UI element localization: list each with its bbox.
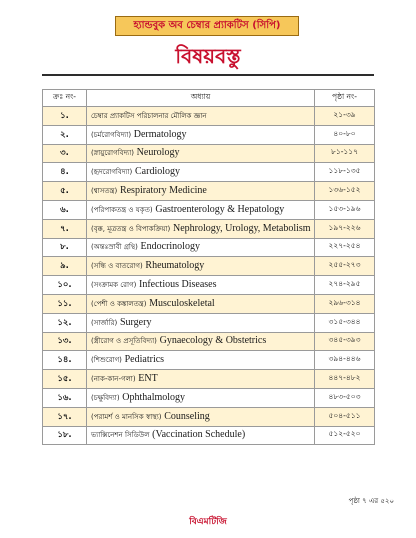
chapter-number: ১৮.: [43, 426, 87, 445]
chapter-title-english: Endocrinology: [140, 241, 200, 253]
table-row: [43, 125, 375, 144]
page-range: ৩৯৪-৪৪৬: [315, 351, 375, 370]
chapter-title[interactable]: [87, 238, 315, 257]
chapter-title-english: Nephrology, Urology, Metabolism: [173, 222, 311, 234]
chapter-title[interactable]: [87, 200, 315, 219]
chapter-title-bengali: (সন্ধি ও বাতরোগ): [91, 262, 143, 271]
table-row: [43, 200, 375, 219]
chapter-number: ৪.: [43, 163, 87, 182]
book-title-banner: [115, 16, 299, 36]
page-range: ৪০-৮০: [315, 125, 375, 144]
page-range: ২৯৬-৩১৪: [315, 294, 375, 313]
chapter-title-bengali: (পরামর্শ ও মানসিক স্বাস্থ্য): [91, 412, 162, 421]
chapter-number: ২.: [43, 125, 87, 144]
page-range: ৫০৪-৫১১: [315, 407, 375, 426]
page-range: ১৩৬-১৫২: [315, 182, 375, 201]
page-range: ৪৪৭-৪৮২: [315, 370, 375, 389]
table-row: [43, 351, 375, 370]
table-row: [43, 257, 375, 276]
chapter-title-bengali: (পরিপাকতন্ত্র ও যকৃত): [91, 205, 153, 214]
table-row: [43, 370, 375, 389]
page-number: পৃষ্ঠা ৭ এর ৫২০: [348, 497, 394, 505]
chapter-number: ১০.: [43, 276, 87, 295]
chapter-number: ৮.: [43, 238, 87, 257]
page-range: ৮১-১১৭: [315, 144, 375, 163]
table-row: [43, 163, 375, 182]
chapter-title-bengali: (নাক-কান-গলা): [91, 375, 136, 384]
page-range: ৩১৫-৩৪৪: [315, 313, 375, 332]
chapter-title-english: Surgery: [119, 316, 152, 328]
contents-table: [42, 89, 375, 445]
table-row: [43, 182, 375, 201]
chapter-title-english: Ophthalmology: [122, 391, 186, 403]
chapter-title-bengali: (শ্বাসতন্ত্র): [91, 187, 118, 196]
chapter-title[interactable]: [87, 276, 315, 295]
chapter-header: অধ্যায়: [87, 90, 315, 107]
page-range: ৪৮৩-৫০৩: [315, 388, 375, 407]
chapter-title-bengali: (শিশুরোগ): [91, 356, 122, 365]
page-header: পৃষ্ঠা নং-: [315, 90, 375, 107]
chapter-number: ১৬.: [43, 388, 87, 407]
chapter-number: ৫.: [43, 182, 87, 201]
chapter-number: ১১.: [43, 294, 87, 313]
table-row: [43, 388, 375, 407]
table-header-row: [43, 90, 375, 107]
table-row: [43, 219, 375, 238]
table-row: [43, 313, 375, 332]
page-range: ১১৮-১৩৫: [315, 163, 375, 182]
chapter-title-english: (Vaccination Schedule): [152, 429, 246, 441]
chapter-title-english: Counseling: [164, 410, 210, 422]
page-range: ৫১২-৫২০: [315, 426, 375, 445]
chapter-title[interactable]: [87, 332, 315, 351]
chapter-title[interactable]: [87, 351, 315, 370]
publisher-name: বিএমটিজি: [189, 517, 227, 527]
chapter-title-bengali: (হৃদরোগবিদ্যা): [91, 168, 133, 177]
chapter-title-bengali: (অন্তঃস্রাবী গ্রন্থি): [91, 243, 138, 252]
chapter-title-english: ENT: [138, 373, 158, 385]
page-range: ১৯৭-২২৬: [315, 219, 375, 238]
chapter-title-english: Neurology: [136, 147, 180, 159]
table-row: [43, 332, 375, 351]
chapter-title-bengali: (চর্মরোগবিদ্যা): [91, 130, 132, 139]
table-row: [43, 407, 375, 426]
chapter-title[interactable]: [87, 313, 315, 332]
chapter-number: ৬.: [43, 200, 87, 219]
page-range: ২২৭-২৫৪: [315, 238, 375, 257]
chapter-title-english: Rheumatology: [145, 260, 205, 272]
chapter-number: ১৩.: [43, 332, 87, 351]
chapter-title[interactable]: [87, 257, 315, 276]
chapter-title-english: Musculoskeletal: [149, 297, 215, 309]
chapter-number: ১.: [43, 107, 87, 126]
chapter-title-bengali: ভ্যাক্সিনেশন সিডিউল: [91, 431, 150, 440]
chapter-title-bengali: (চক্ষুবিদ্যা): [91, 393, 120, 402]
chapter-title[interactable]: [87, 388, 315, 407]
chapter-title-english: Infectious Diseases: [139, 279, 217, 291]
chapter-title-english: Gastroenterology & Hepatology: [155, 203, 285, 215]
chapter-title[interactable]: [87, 370, 315, 389]
chapter-title-english: Cardiology: [135, 166, 180, 178]
chapter-number: ১২.: [43, 313, 87, 332]
table-row: [43, 238, 375, 257]
page-range: ২৭৪-২৯৫: [315, 276, 375, 295]
chapter-title[interactable]: [87, 407, 315, 426]
chapter-title-bengali: (সংক্রামক রোগ): [91, 281, 137, 290]
chapter-number: ৩.: [43, 144, 87, 163]
chapter-number: ৭.: [43, 219, 87, 238]
table-row: [43, 107, 375, 126]
table-row: [43, 276, 375, 295]
chapter-title-bengali: (পেশী ও কঙ্কালতন্ত্র): [91, 299, 147, 308]
chapter-title-english: Dermatology: [133, 128, 187, 140]
chapter-title-english: Respiratory Medicine: [119, 185, 207, 197]
page-range: ২১-৩৯: [315, 107, 375, 126]
chapter-title-english: Pediatrics: [124, 354, 165, 366]
page-range: ৩৪৫-৩৯৩: [315, 332, 375, 351]
page-title: বিষয়বস্তু: [175, 44, 241, 68]
chapter-title-bengali: (স্ত্রীরোগ ও প্রসূতিবিদ্যা): [91, 337, 157, 346]
chapter-title[interactable]: [87, 294, 315, 313]
chapter-number: ১৫.: [43, 370, 87, 389]
table-row: [43, 294, 375, 313]
chapter-number: ১৭.: [43, 407, 87, 426]
chapter-title[interactable]: [87, 125, 315, 144]
book-title-text: হ্যান্ডবুক অব চেম্বার প্র্যাকটিস (সিপি): [133, 19, 281, 31]
table-row: [43, 144, 375, 163]
page-range: ২৫৫-২৭৩: [315, 257, 375, 276]
chapter-title[interactable]: [87, 182, 315, 201]
title-divider: [42, 74, 374, 76]
chapter-title-bengali: (বৃক্ক, মূত্রতন্ত্র ও বিপাকক্রিয়া): [91, 224, 171, 233]
chapter-title-bengali: (স্নায়ুরোগবিদ্যা): [91, 149, 134, 158]
chapter-number: ৯.: [43, 257, 87, 276]
chapter-title[interactable]: [87, 107, 315, 126]
chapter-title-bengali: (সার্জারি): [91, 318, 118, 327]
chapter-title[interactable]: [87, 219, 315, 238]
page-range: ১৫৩-১৯৬: [315, 200, 375, 219]
chapter-title[interactable]: [87, 426, 315, 445]
chapter-title-english: Gynaecology & Obstetrics: [159, 335, 267, 347]
chapter-number: ১৪.: [43, 351, 87, 370]
chapter-title[interactable]: [87, 163, 315, 182]
chapter-title[interactable]: [87, 144, 315, 163]
table-row: [43, 426, 375, 445]
serial-header: ক্রঃ নং-: [43, 90, 87, 107]
chapter-title-bengali: চেম্বার প্র্যাকটিস পরিচালনার মৌলিক জ্ঞান: [91, 111, 207, 120]
